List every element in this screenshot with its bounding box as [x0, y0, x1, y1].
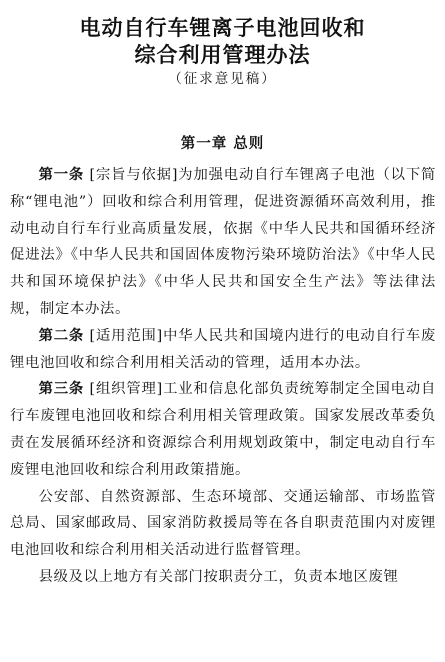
article-3-text-3: 县级及以上地方有关部门按职责分工，负责本地区废锂: [38, 568, 399, 585]
article-3-paragraph-3: [10, 564, 436, 591]
document-body: [10, 162, 436, 591]
article-3-paragraph: [10, 376, 436, 483]
article-3-text: [组织管理]工业和信息化部负责统筹制定全国电动自行车废锂电池回收和综合利用相关管理政策。国家发展改革委负责在发展循环经济和资源综合利用规划政策中，制定电动自行车废锂电池回收和综合利用政策措施。: [10, 381, 436, 478]
article-2-paragraph: [10, 323, 436, 377]
article-1-paragraph: [10, 162, 436, 323]
article-1-text: [宗旨与依据]为加强电动自行车锂离子电池（以下简称“锂电池”）回收和综合利用管理，促进资源循环高效利用，推动电动自行车行业高质量发展，依据《中华人民共和国循环经济促进法》《中华人民共和国固体废物污染环境防治法》《中华人民共和国环境保护法》《中华人民共和国安全生产法》等法律法规，制定本办法。: [10, 167, 436, 317]
article-3-number: 第三条: [38, 381, 85, 398]
article-2-number: 第二条: [38, 327, 85, 344]
article-3-paragraph-2: [10, 484, 436, 564]
chapter-heading: 第一章 总则: [180, 136, 265, 152]
article-3-text-2: 公安部、自然资源部、生态环境部、交通运输部、市场监管总局、国家邮政局、国家消防救援局等在各自职责范围内对废锂电池回收和综合利用相关活动进行监督管理。: [10, 488, 436, 559]
document-title-line-2: 综合利用管理办法: [134, 43, 311, 67]
article-1-number: 第一条: [38, 167, 85, 183]
document-subtitle: （征求意见稿）: [168, 71, 277, 87]
document-title-line-1: 电动自行车锂离子电池回收和: [79, 16, 366, 40]
article-2-text: [适用范围]中华人民共和国境内进行的电动自行车废锂电池回收和综合利用相关活动的管理，适用本办法。: [10, 327, 436, 371]
